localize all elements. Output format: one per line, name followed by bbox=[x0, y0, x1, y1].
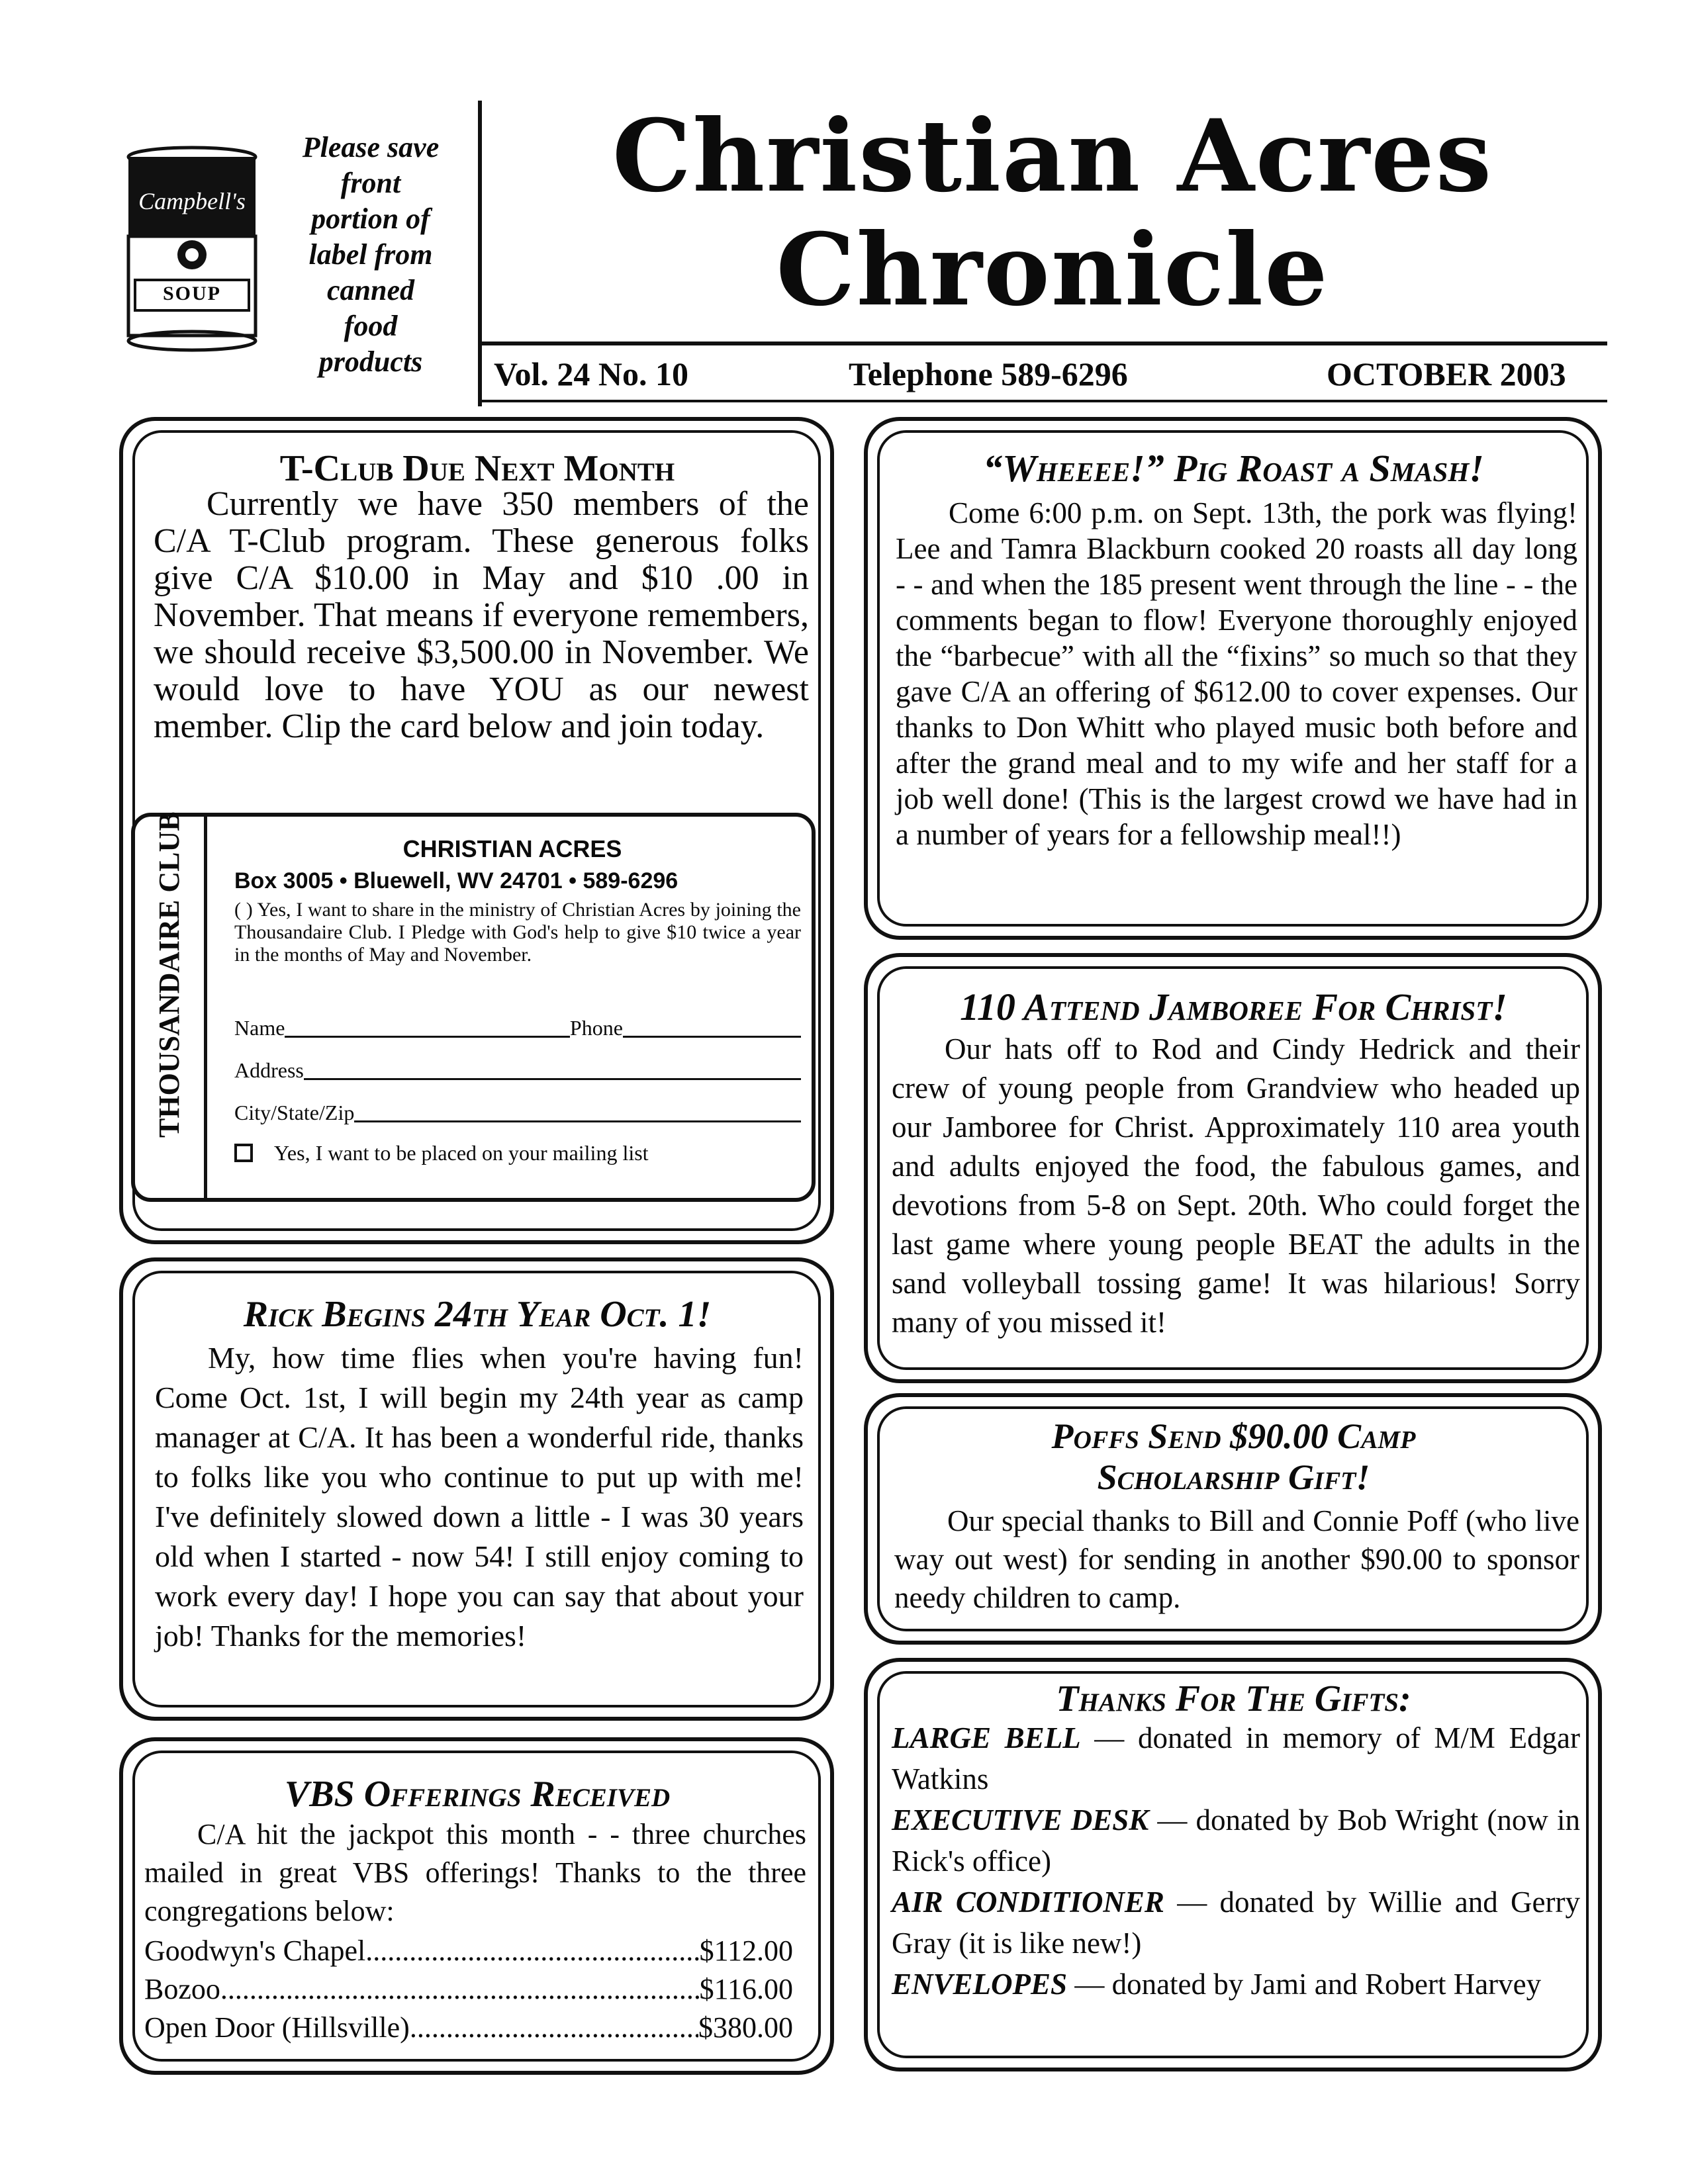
rick-heading: Rick Begins 24th Year Oct. 1! bbox=[243, 1294, 712, 1335]
address-label: Address bbox=[234, 1058, 304, 1082]
phone-line bbox=[623, 1033, 801, 1038]
address-line bbox=[304, 1075, 801, 1080]
masthead bbox=[0, 0, 1688, 417]
offering-row bbox=[144, 1932, 793, 1970]
card-side-divider bbox=[204, 817, 207, 1198]
newsletter-title bbox=[503, 99, 1602, 327]
note-line: portion of bbox=[311, 203, 430, 235]
gift-name: LARGE BELL bbox=[892, 1721, 1081, 1754]
jamboree-text: Our hats off to Rod and Cindy Hedrick and their crew of young people from Grandview who headed up our Jamboree for Christ. Approximately 110 area youth and adults enjoyed the food, the fabulous games, and devotions from 5-8 on Sept. 20th. Who could forget the last game where young people BEAT the adults in the sand volleyball tossing game! It was hilarious! Sorry many of you missed it! bbox=[892, 1032, 1580, 1339]
poffs-box bbox=[864, 1393, 1602, 1645]
mailing-checkbox[interactable] bbox=[234, 1144, 253, 1162]
city-line bbox=[354, 1118, 801, 1122]
poffs-heading-line-1: Poffs Send $90.00 Camp bbox=[1051, 1416, 1416, 1456]
note-line: label from bbox=[308, 238, 433, 271]
card-org: CHRISTIAN ACRES bbox=[402, 835, 622, 862]
gift-text: — donated in memory of M/M Edgar Watkins bbox=[892, 1721, 1580, 1796]
title-line-2: Chronicle bbox=[776, 212, 1329, 328]
name-field[interactable] bbox=[234, 1014, 801, 1040]
phone-label: Phone bbox=[569, 1016, 623, 1040]
pig-roast-heading: “Wheeee!” Pig Roast a Smash! bbox=[983, 447, 1484, 490]
card-side-label: THOUSANDAIRE CLUB bbox=[153, 811, 185, 1138]
offerings-list bbox=[144, 1932, 793, 2047]
title-line-1: Christian Acres bbox=[612, 98, 1493, 214]
pig-roast-text: Come 6:00 p.m. on Sept. 13th, the pork was flying! Lee and Tamra Blackburn cooked 20 roasts all day long - - and when the 185 present went through the line - - the comments began to flow! Everyone thoroughly enjoyed the “barbecue” with all the “fixins” so much so that they gave C/A an offering of $612.00 to cover expenses. Our thanks to Don Whitt who played music both before and after the grand meal and to my wife and her staff for a job well done! (This is the largest crowd we have had in a number of years for a fellowship meal!!) bbox=[896, 496, 1577, 851]
gift-text: — donated by Willie and Gerry Gray (it is like new!) bbox=[892, 1886, 1580, 1960]
note-line: front bbox=[340, 167, 401, 199]
can-brand: Campbell's bbox=[138, 188, 246, 214]
poffs-text: Our special thanks to Bill and Connie Poff (who live way out west) for sending in another $90.00 to sponsor needy children to camp. bbox=[894, 1504, 1579, 1614]
gift-name: AIR CONDITIONER bbox=[892, 1886, 1164, 1919]
gift-text: — donated by Jami and Robert Harvey bbox=[1067, 1968, 1542, 2001]
city-field[interactable] bbox=[234, 1099, 801, 1125]
offering-row bbox=[144, 1970, 793, 2009]
address-field[interactable] bbox=[234, 1056, 801, 1083]
note-line: food bbox=[344, 310, 398, 342]
tclub-heading: T-Club Due Next Month bbox=[279, 448, 675, 489]
save-label-note bbox=[261, 130, 480, 380]
offering-amount: $116.00 bbox=[699, 1973, 793, 2005]
poffs-heading-line-2: Scholarship Gift! bbox=[1097, 1457, 1370, 1497]
masthead-divider bbox=[478, 101, 482, 406]
poffs-heading bbox=[881, 1416, 1586, 1498]
gift-name: ENVELOPES bbox=[892, 1968, 1068, 2001]
soup-can-icon bbox=[126, 142, 258, 361]
telephone: Telephone 589-6296 bbox=[849, 355, 1128, 392]
pig-roast-box bbox=[864, 417, 1602, 940]
tclub-box bbox=[119, 417, 834, 1244]
offering-amount: $380.00 bbox=[698, 2011, 793, 2044]
offering-church: Bozoo bbox=[144, 1973, 220, 2005]
tclub-text: Currently we have 350 members of the C/A T-Club program. These generous folks give C/A $10.00 in May and $10 .00 in November. That means if everyone remembers, we should receive $3,500.00 in November. We would love to have YOU as our newest member. Clip the card below and join today. bbox=[154, 485, 809, 745]
gifts-box bbox=[864, 1658, 1602, 2071]
offering-church: Goodwyn's Chapel bbox=[144, 1934, 366, 1967]
jamboree-heading: 110 Attend Jamboree For Christ! bbox=[960, 985, 1507, 1028]
city-label: City/State/Zip bbox=[234, 1101, 355, 1124]
card-address: Box 3005 • Bluewell, WV 24701 • 589-6296 bbox=[234, 868, 679, 893]
offering-church: Open Door (Hillsville) bbox=[144, 2011, 410, 2044]
name-line bbox=[285, 1033, 570, 1038]
gift-text: — donated by Bob Wright (now in Rick's office) bbox=[892, 1803, 1580, 1878]
masthead-rule bbox=[478, 341, 1607, 345]
vbs-heading: VBS Offerings Received bbox=[284, 1774, 671, 1815]
gifts-heading: Thanks For The Gifts: bbox=[1056, 1678, 1411, 1719]
name-label: Name bbox=[234, 1016, 285, 1040]
note-line: Please save bbox=[302, 131, 440, 163]
vbs-box bbox=[119, 1737, 834, 2075]
gift-item bbox=[892, 1882, 1580, 1964]
rick-text: My, how time flies when you're having fun! Come Oct. 1st, I will begin my 24th year as camp manager at C/A. It has been a wonderful ride, thanks to folks like you who continue to put up with me! I've definitely slowed down a little - I was 30 years old when I started - now 54! I still enjoy coming to work every day! I hope you can say that about your job! Thanks for the memories! bbox=[155, 1341, 804, 1653]
masthead-rule-bottom bbox=[478, 400, 1607, 402]
vbs-text: C/A hit the jackpot this month - - three churches mailed in great VBS offerings! Thanks to the three congregations below: bbox=[144, 1818, 806, 1927]
offering-amount: $112.00 bbox=[699, 1934, 793, 1967]
can-soup-word: SOUP bbox=[162, 283, 221, 304]
note-line: canned bbox=[327, 274, 414, 306]
jamboree-box bbox=[864, 953, 1602, 1383]
mailing-list-option[interactable] bbox=[234, 1138, 801, 1167]
gift-item bbox=[892, 1799, 1580, 1882]
issue-date: OCTOBER 2003 bbox=[1327, 355, 1566, 392]
mailing-label: Yes, I want to be placed on your mailing list bbox=[274, 1140, 649, 1165]
gift-name: EXECUTIVE DESK bbox=[892, 1803, 1149, 1837]
offering-row bbox=[144, 2009, 793, 2047]
thousandaire-card bbox=[131, 813, 816, 1202]
volume-number: Vol. 24 No. 10 bbox=[494, 355, 689, 392]
note-line: products bbox=[318, 345, 423, 378]
gift-item bbox=[892, 1717, 1580, 1799]
rick-box bbox=[119, 1257, 834, 1721]
gifts-list bbox=[892, 1717, 1580, 2005]
card-pledge: ( ) Yes, I want to share in the ministry of Christian Acres by joining the Thousandaire Club. I Pledge with God's help to give $10 twice a year in the months of May and November. bbox=[234, 899, 801, 966]
gift-item bbox=[892, 1964, 1580, 2005]
